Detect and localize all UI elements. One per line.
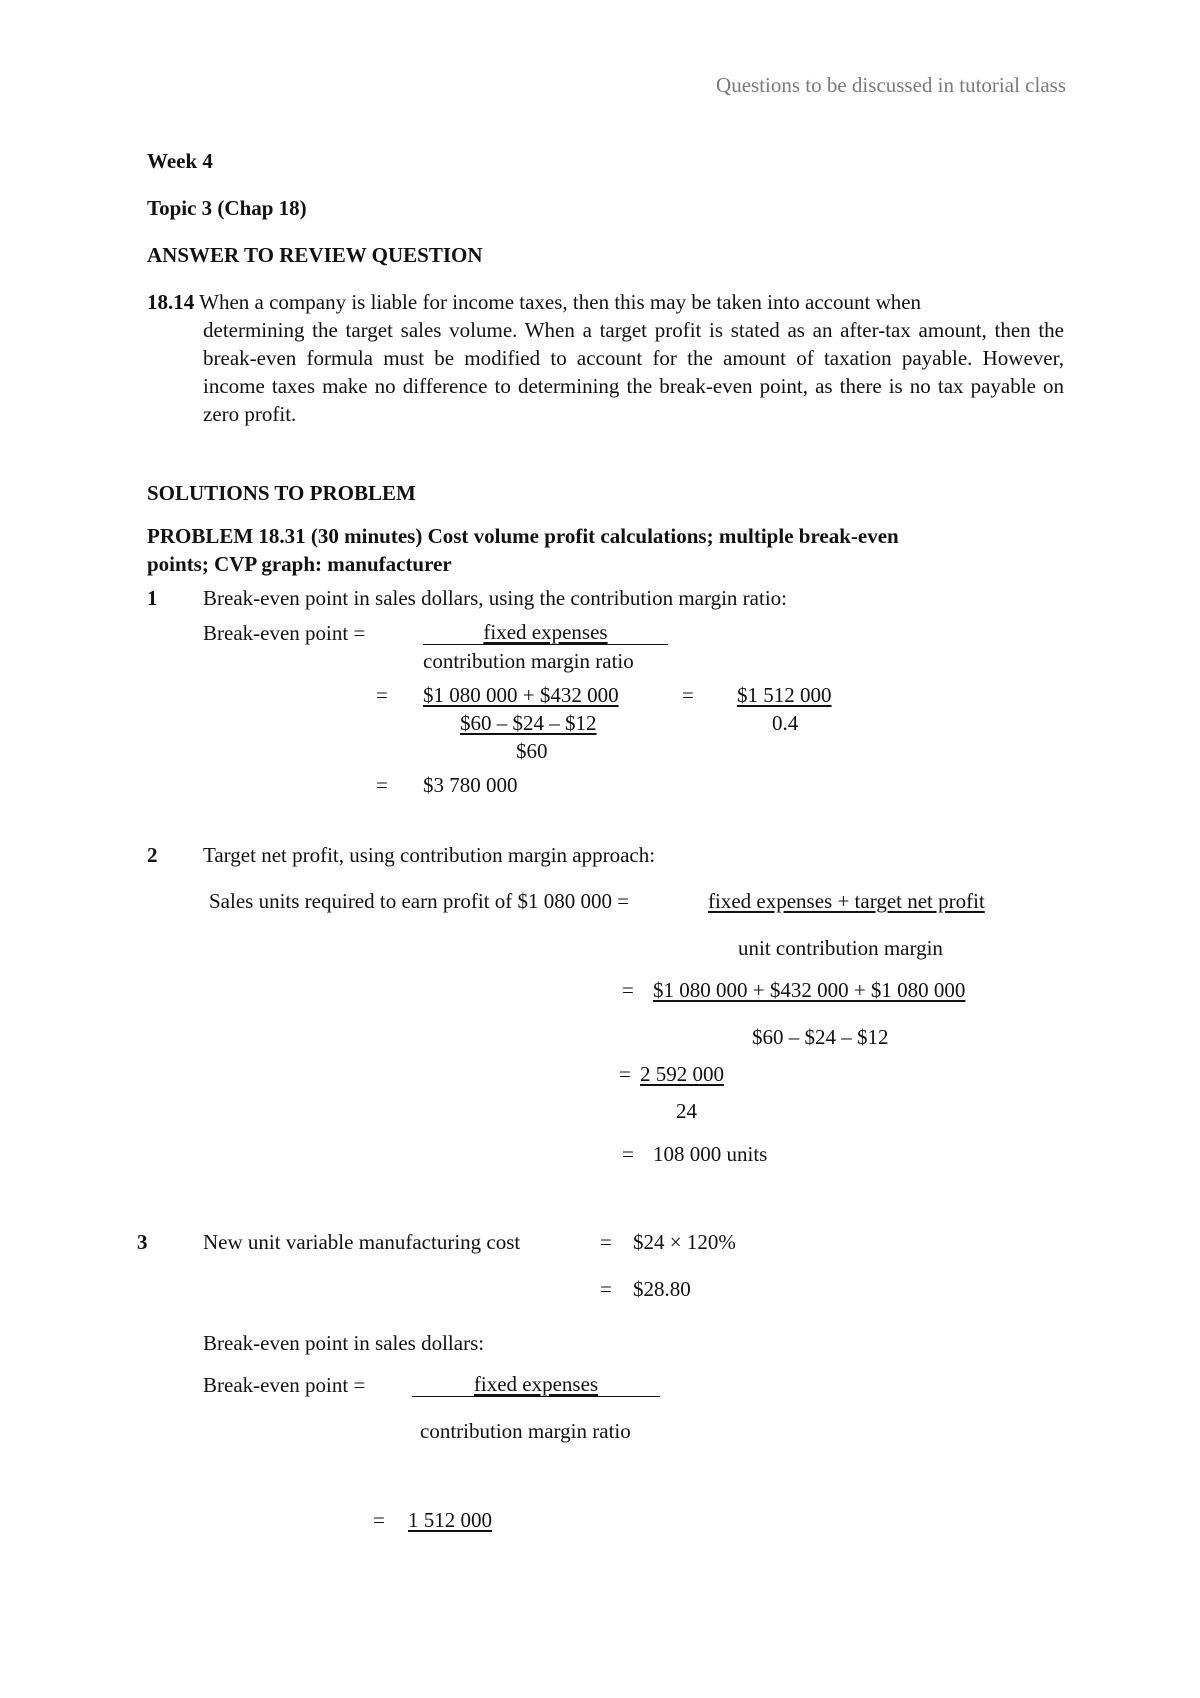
part2-denominator-label: unit contribution margin (738, 936, 943, 960)
part1-numerator-label: fixed expenses (423, 620, 668, 645)
part1-denominator-label: contribution margin ratio (423, 649, 634, 673)
answer-heading: ANSWER TO REVIEW QUESTION (147, 243, 483, 267)
part1-result-numerator: $1 512 000 (737, 683, 832, 707)
part2-result: 108 000 units (653, 1142, 768, 1166)
part3-equals-1: = (600, 1230, 612, 1254)
part1-bep-label: Break-even point = (203, 621, 366, 645)
part3-equals-3: = (373, 1508, 385, 1532)
part1-result-denominator: 0.4 (772, 711, 799, 735)
review-question-number: 18.14 (147, 290, 195, 314)
topic-heading: Topic 3 (Chap 18) (147, 196, 307, 220)
part3-numerator-value: 1 512 000 (408, 1508, 492, 1532)
part1-equals-3: = (376, 773, 388, 797)
part1-number: 1 (147, 586, 158, 610)
part3-label: New unit variable manufacturing cost (203, 1230, 521, 1254)
part1-cm-numerator: $60 – $24 – $12 (460, 711, 597, 735)
part3-calc: $24 × 120% (633, 1230, 736, 1254)
problem-title-line2: points; CVP graph: manufacturer (147, 552, 452, 576)
problem-title-line1: PROBLEM 18.31 (30 minutes) Cost volume profit calculations; multiple break-even (147, 524, 899, 548)
part3-number: 3 (137, 1230, 148, 1254)
part2-equals-3: = (622, 1142, 634, 1166)
part3-denominator-label: contribution margin ratio (420, 1419, 631, 1443)
part3-result: $28.80 (633, 1277, 691, 1301)
part1-cm-denominator: $60 (516, 739, 548, 763)
running-header: Questions to be discussed in tutorial class (716, 73, 1066, 97)
part2-numerator-values: $1 080 000 + $432 000 + $1 080 000 (653, 978, 966, 1002)
week-heading: Week 4 (147, 149, 213, 173)
part2-numerator-total: 2 592 000 (640, 1062, 724, 1086)
part2-equals-1: = (622, 978, 634, 1002)
review-answer-paragraph (147, 288, 1064, 428)
part2-denominator-total: 24 (676, 1099, 697, 1123)
part2-lhs: Sales units required to earn profit of $1 080 000 = (209, 889, 630, 913)
part3-equals-2: = (600, 1277, 612, 1301)
part3-bep-label: Break-even point = (203, 1373, 366, 1397)
review-answer-line1: When a company is liable for income taxes, then this may be taken into account when (199, 290, 922, 314)
part2-intro: Target net profit, using contribution margin approach: (203, 843, 656, 867)
part1-equals-1: = (376, 683, 388, 707)
part1-result: $3 780 000 (423, 773, 518, 797)
part2-numerator-label: fixed expenses + target net profit (708, 889, 985, 913)
review-answer-text: determining the target sales volume. When a target profit is stated as an after-tax amount, then the break-even formula must be modified to account for the amount of taxation payable. However, income taxes make no difference to determining the break-even point, as there is no tax payable on zero profit. (203, 318, 1064, 426)
solutions-heading: SOLUTIONS TO PROBLEM (147, 481, 416, 505)
part2-denominator-values: $60 – $24 – $12 (752, 1025, 889, 1049)
part3-numerator-label: fixed expenses (412, 1372, 660, 1397)
part3-intro: Break-even point in sales dollars: (203, 1331, 485, 1355)
part1-equals-2: = (682, 683, 694, 707)
part1-intro: Break-even point in sales dollars, using the contribution margin ratio: (203, 586, 787, 610)
part2-equals-2: = (619, 1062, 631, 1086)
part2-number: 2 (147, 843, 158, 867)
part1-numerator-values: $1 080 000 + $432 000 (423, 683, 619, 707)
